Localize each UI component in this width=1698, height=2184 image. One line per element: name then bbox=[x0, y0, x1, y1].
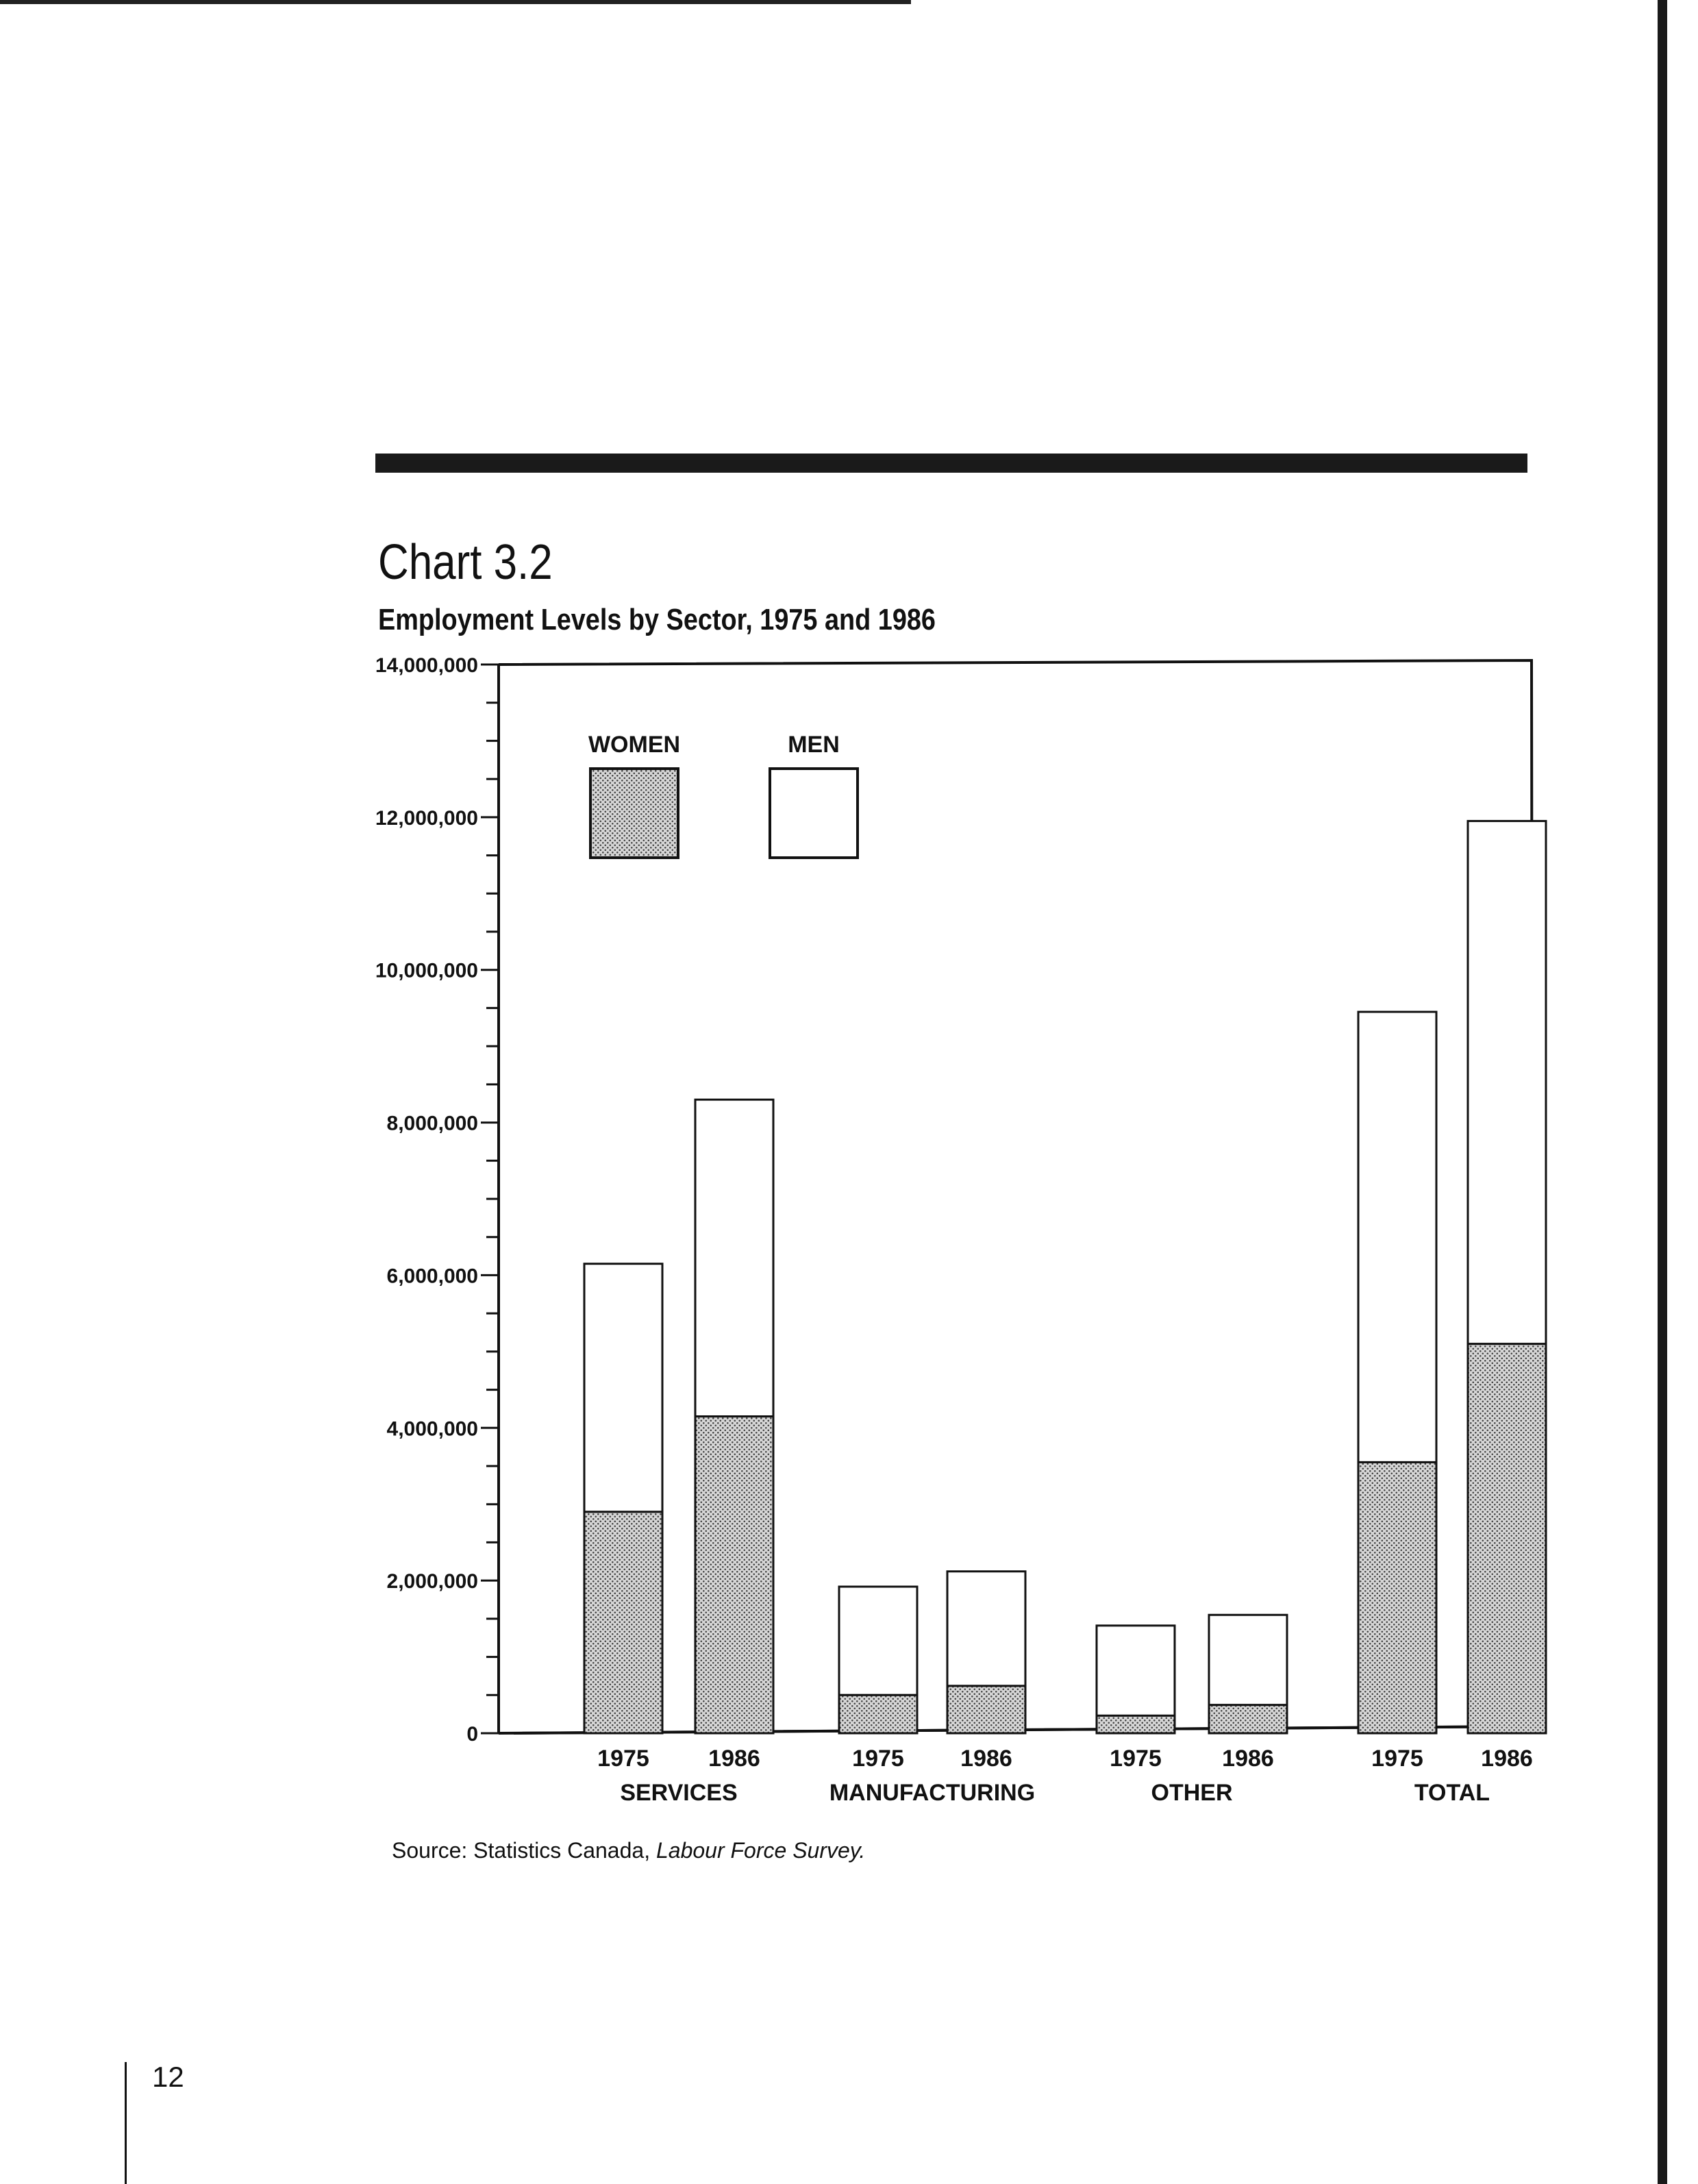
y-tick-label: 2,000,000 bbox=[386, 1570, 478, 1593]
bar-men bbox=[839, 1587, 917, 1695]
bar-women bbox=[1468, 1344, 1546, 1733]
x-group-label: TOTAL bbox=[1414, 1780, 1490, 1806]
y-tick-label: 10,000,000 bbox=[375, 959, 478, 982]
y-tick-label: 0 bbox=[466, 1723, 478, 1746]
bar-men bbox=[1097, 1626, 1175, 1715]
legend-men-label: MEN bbox=[788, 732, 840, 758]
x-tick-label: 1975 bbox=[852, 1746, 904, 1772]
x-tick-label: 1986 bbox=[1222, 1746, 1274, 1772]
x-tick-label: 1975 bbox=[597, 1746, 649, 1772]
x-tick-label: 1986 bbox=[1481, 1746, 1533, 1772]
y-tick-label: 4,000,000 bbox=[386, 1417, 478, 1441]
y-tick-label: 14,000,000 bbox=[375, 654, 478, 677]
bar-men bbox=[584, 1264, 662, 1512]
page-margin-rule bbox=[125, 2062, 127, 2184]
x-tick-label: 1975 bbox=[1110, 1746, 1162, 1772]
x-group-label: OTHER bbox=[1151, 1780, 1233, 1806]
bar-men bbox=[1468, 821, 1546, 1343]
chart-title: Employment Levels by Sector, 1975 and 1986 bbox=[378, 603, 936, 636]
bar-women bbox=[1209, 1705, 1287, 1733]
source-publication: Labour Force Survey. bbox=[656, 1838, 866, 1863]
x-tick-label: 1986 bbox=[960, 1746, 1012, 1772]
bar-men bbox=[1358, 1012, 1436, 1462]
legend-women-swatch bbox=[590, 769, 678, 858]
x-tick-label: 1975 bbox=[1371, 1746, 1423, 1772]
bar-men bbox=[947, 1572, 1025, 1686]
x-group-label: SERVICES bbox=[620, 1780, 738, 1806]
bar-men bbox=[695, 1100, 773, 1416]
bar-women bbox=[839, 1695, 917, 1733]
source-note bbox=[392, 1838, 865, 1863]
bar-women bbox=[1358, 1462, 1436, 1733]
page-number: 12 bbox=[152, 2061, 184, 2093]
source-prefix: Source: Statistics Canada, bbox=[392, 1838, 656, 1863]
bar-women bbox=[1097, 1715, 1175, 1733]
bar-men bbox=[1209, 1615, 1287, 1704]
legend-women-label: WOMEN bbox=[588, 732, 681, 758]
chart-number: Chart 3.2 bbox=[378, 535, 553, 590]
legend-men-swatch bbox=[770, 769, 858, 858]
bar-women bbox=[695, 1417, 773, 1733]
x-group-label: MANUFACTURING bbox=[829, 1780, 1036, 1806]
bar-women bbox=[947, 1686, 1025, 1733]
bar-women bbox=[584, 1512, 662, 1733]
y-tick-label: 12,000,000 bbox=[375, 806, 478, 830]
y-tick-label: 6,000,000 bbox=[386, 1265, 478, 1288]
y-tick-label: 8,000,000 bbox=[386, 1112, 478, 1135]
x-tick-label: 1986 bbox=[708, 1746, 760, 1772]
